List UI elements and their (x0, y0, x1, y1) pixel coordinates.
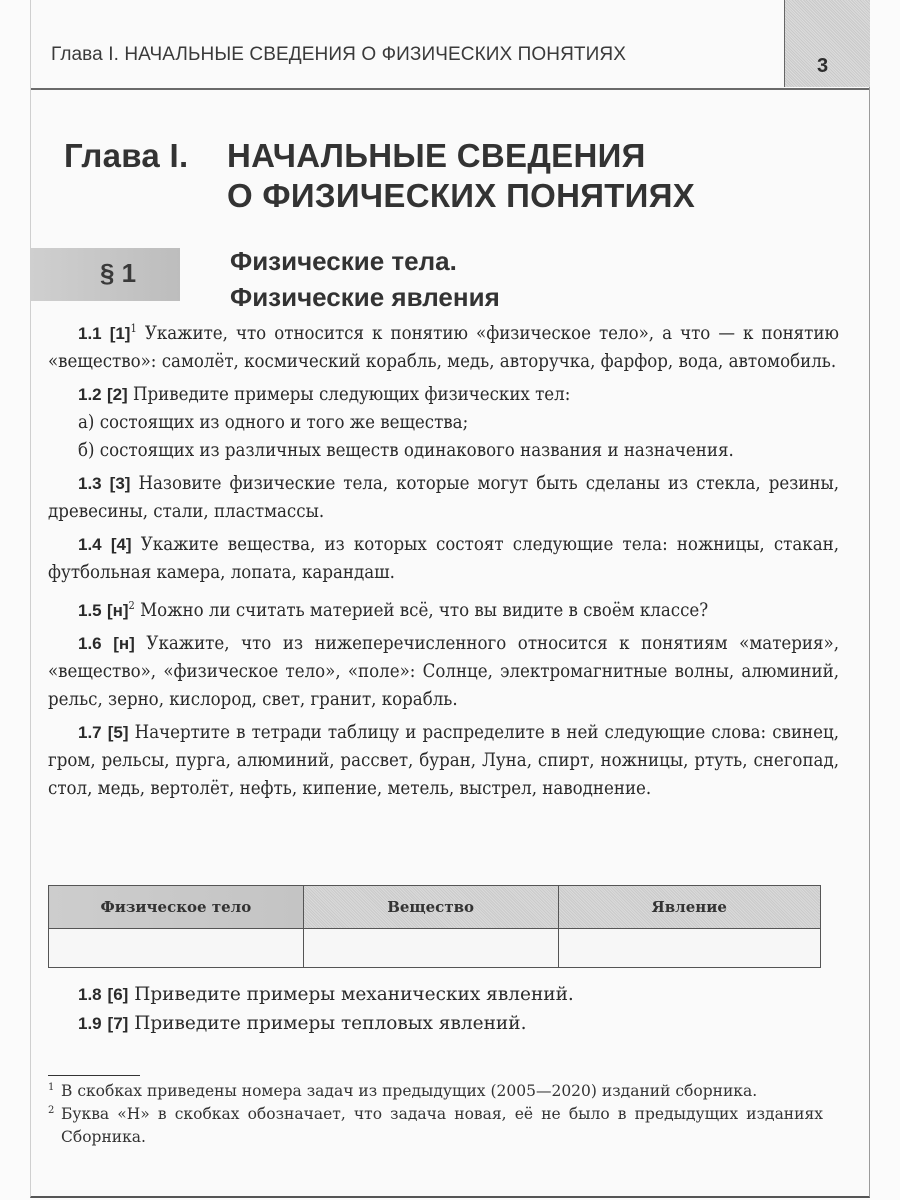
problem-number: 1.6 (78, 634, 102, 654)
problem-text: Укажите вещества, из которых состоят следующие тела: ножницы, стакан, футбольная камера, лопата, карандаш. (48, 534, 839, 584)
chapter-title (64, 136, 695, 216)
problem-number: 1.1 (78, 324, 102, 344)
table-cell (303, 929, 558, 968)
problem-1-3 (48, 470, 839, 526)
problems-list-continued (48, 980, 839, 1038)
footnote-1 (48, 1080, 823, 1103)
problem-1-2-item-b: б) состоящих из различных веществ одинакового названия и назначения. (78, 440, 734, 462)
problem-tag: [2] (106, 385, 128, 405)
problem-number: 1.3 (78, 474, 102, 494)
problem-1-2-item-a: а) состоящих из одного и того же вещества; (78, 412, 469, 434)
problem-text: Укажите, что из нижеперечисленного относится к понятиям «материя», «вещество», «физическое тело», «поле»: Солнце, электромагнитные волны, алюминий, рельс, зерно, кислород, свет, гранит, корабль. (48, 633, 839, 711)
page-number-box (784, 0, 870, 87)
problem-1-2 (48, 381, 839, 409)
footnote-text: Буква «Н» в скобках обозначает, что задача новая, её не было в предыдущих изданиях Сборника. (61, 1105, 823, 1146)
problem-1-5 (48, 592, 839, 625)
problem-tag: [5] (107, 723, 129, 743)
classification-table (48, 885, 821, 968)
problem-1-1 (48, 315, 839, 376)
problem-number: 1.9 (78, 1014, 102, 1033)
running-header (31, 0, 869, 90)
problem-1-9 (48, 1009, 839, 1038)
problem-1-4 (48, 531, 839, 587)
section-title-line2: Физические явления (230, 282, 500, 312)
problem-number: 1.5 (78, 601, 102, 621)
problem-text: Приведите примеры тепловых явлений. (134, 1013, 527, 1034)
section-number: § 1 (100, 258, 137, 288)
footnote-ref: 1 (130, 322, 137, 335)
table-header-physical-body: Физическое тело (49, 886, 304, 929)
footnotes (48, 1080, 823, 1149)
chapter-title-line2: О ФИЗИЧЕСКИХ ПОНЯТИЯХ (227, 177, 696, 214)
section-title-line1: Физические тела. (230, 246, 457, 276)
problem-1-7 (48, 719, 839, 803)
problem-tag: [6] (107, 985, 129, 1004)
table-cell (558, 929, 821, 968)
problem-text: Укажите, что относится к понятию «физическое тело», а что — к понятию «вещество»: самолёт, космический корабль, медь, авторучка, фарфор, вода, автомобиль. (48, 323, 839, 373)
problem-text: Можно ли считать материей всё, что вы видите в своём классе? (140, 600, 709, 622)
table-header-substance: Вещество (303, 886, 558, 929)
footnote-ref: 2 (128, 599, 135, 613)
problem-text: Приведите примеры механических явлений. (134, 984, 574, 1005)
problem-tag: [н] (113, 634, 135, 654)
section-title (230, 243, 500, 315)
section-badge (31, 248, 180, 301)
page-number: 3 (817, 55, 829, 77)
footnote-mark: 2 (48, 1105, 55, 1116)
problem-number: 1.2 (78, 385, 102, 405)
footnote-2 (48, 1103, 823, 1149)
problem-tag: [3] (109, 474, 131, 494)
table-row (49, 929, 821, 968)
problem-number: 1.7 (78, 723, 102, 743)
problem-1-8 (48, 980, 839, 1009)
problem-tag: [н] (106, 601, 129, 621)
problem-text: Начертите в тетради таблицу и распределите в ней следующие слова: свинец, гром, рельсы, пурга, алюминий, рассвет, буран, Луна, спирт, ножницы, ртуть, снегопад, стол, медь, вертолёт, нефть, кипение, метель, выстрел, наводнение. (48, 722, 839, 800)
problem-number: 1.8 (78, 985, 102, 1004)
table-header-phenomenon: Явление (558, 886, 821, 929)
running-title: Глава I. НАЧАЛЬНЫЕ СВЕДЕНИЯ О ФИЗИЧЕСКИХ ПОНЯТИЯХ (51, 44, 626, 65)
problem-number: 1.4 (78, 535, 102, 555)
problem-tag: [1] (109, 324, 131, 344)
problem-tag: [4] (110, 535, 132, 555)
problems-list (48, 315, 839, 808)
chapter-label: Глава I. (64, 137, 189, 174)
footnote-divider (48, 1075, 140, 1076)
problem-text: Назовите физические тела, которые могут быть сделаны из стекла, резины, древесины, стали, пластмассы. (48, 473, 839, 523)
table-cell (49, 929, 304, 968)
problem-1-6 (48, 630, 839, 714)
footnote-mark: 1 (48, 1082, 55, 1093)
book-page (30, 0, 870, 1198)
chapter-title-line1: НАЧАЛЬНЫЕ СВЕДЕНИЯ (227, 137, 646, 174)
problem-text: Приведите примеры следующих физических тел: (133, 384, 571, 406)
problem-tag: [7] (107, 1014, 129, 1033)
footnote-text: В скобках приведены номера задач из предыдущих (2005—2020) изданий сборника. (61, 1082, 758, 1100)
table-header-row (49, 886, 821, 929)
